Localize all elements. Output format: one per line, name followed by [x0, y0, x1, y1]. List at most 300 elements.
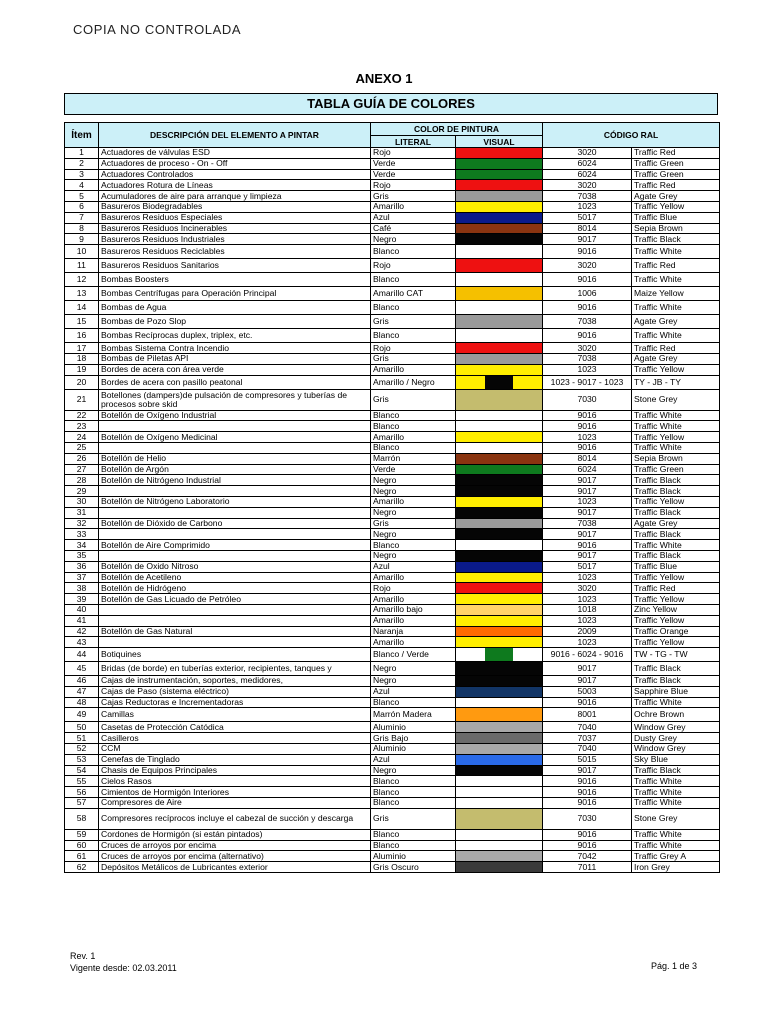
description-cell: Actuadores Controlados — [99, 169, 371, 180]
swatch-band — [485, 376, 514, 389]
ral-code-cell: 1023 — [543, 637, 632, 648]
color-swatch — [456, 421, 542, 431]
item-cell: 58 — [65, 808, 99, 829]
literal-cell: Blanco — [371, 421, 456, 432]
literal-cell: Verde — [371, 169, 456, 180]
item-cell: 18 — [65, 353, 99, 364]
swatch-band — [456, 605, 542, 615]
table-row — [65, 765, 720, 776]
visual-swatch — [456, 583, 543, 594]
ral-name-cell: Dusty Grey — [632, 733, 720, 744]
item-cell: 15 — [65, 315, 99, 329]
visual-swatch — [456, 496, 543, 507]
ral-name-cell: Traffic Blue — [632, 212, 720, 223]
item-cell: 37 — [65, 572, 99, 583]
color-swatch — [456, 616, 542, 626]
visual-swatch — [456, 776, 543, 787]
visual-swatch — [456, 353, 543, 364]
item-cell: 30 — [65, 496, 99, 507]
ral-code-cell: 7040 — [543, 722, 632, 733]
item-cell: 51 — [65, 733, 99, 744]
swatch-band — [456, 454, 542, 464]
visual-swatch — [456, 343, 543, 354]
ral-code-cell: 9017 — [543, 486, 632, 497]
ral-code-cell: 9016 — [543, 697, 632, 708]
swatch-band — [456, 637, 542, 647]
ral-name-cell: Stone Grey — [632, 389, 720, 410]
ral-code-cell: 1023 - 9017 - 1023 — [543, 375, 632, 389]
item-cell: 53 — [65, 754, 99, 765]
item-cell: 41 — [65, 615, 99, 626]
item-cell: 46 — [65, 676, 99, 687]
color-swatch — [456, 798, 542, 808]
visual-swatch — [456, 212, 543, 223]
visual-swatch — [456, 201, 543, 212]
visual-swatch — [456, 722, 543, 733]
description-cell: Bordes de acera con pasillo peatonal — [99, 375, 371, 389]
color-swatch — [456, 551, 542, 561]
swatch-band — [456, 755, 542, 765]
visual-swatch — [456, 540, 543, 551]
item-cell: 21 — [65, 389, 99, 410]
visual-swatch — [456, 572, 543, 583]
ral-name-cell: Traffic Black — [632, 550, 720, 561]
color-guide-table — [64, 122, 720, 873]
color-swatch — [456, 465, 542, 475]
description-cell: Acumuladores de aire para arranque y limpieza — [99, 191, 371, 202]
table-row — [65, 626, 720, 637]
ral-code-cell: 2009 — [543, 626, 632, 637]
ral-name-cell: Sky Blue — [632, 754, 720, 765]
table-row — [65, 594, 720, 605]
header-literal: LITERAL — [371, 136, 456, 148]
table-title: TABLA GUÍA DE COLORES — [64, 93, 718, 115]
color-swatch — [456, 627, 542, 637]
color-swatch — [456, 354, 542, 364]
literal-cell: Blanco — [371, 301, 456, 315]
description-cell: Cruces de arroyos por encima — [99, 840, 371, 851]
ral-name-cell: Maize Yellow — [632, 287, 720, 301]
table-row — [65, 648, 720, 662]
literal-cell: Rojo — [371, 583, 456, 594]
color-swatch — [456, 191, 542, 201]
color-swatch — [456, 508, 542, 518]
table-row — [65, 722, 720, 733]
ral-name-cell: Window Grey — [632, 744, 720, 755]
table-row — [65, 686, 720, 697]
description-cell: Basureros Residuos Reciclables — [99, 245, 371, 259]
item-cell: 14 — [65, 301, 99, 315]
ral-name-cell: Traffic Red — [632, 583, 720, 594]
swatch-band — [456, 315, 542, 328]
ral-name-cell: Traffic White — [632, 301, 720, 315]
color-swatch — [456, 159, 542, 169]
item-cell: 20 — [65, 375, 99, 389]
table-row — [65, 507, 720, 518]
header-visual: VISUAL — [456, 136, 543, 148]
visual-swatch — [456, 234, 543, 245]
ral-code-cell: 9017 — [543, 475, 632, 486]
color-swatch — [456, 234, 542, 244]
ral-name-cell: Traffic Black — [632, 475, 720, 486]
description-cell — [99, 421, 371, 432]
description-cell: Botellón de Argón — [99, 464, 371, 475]
item-cell: 40 — [65, 604, 99, 615]
page-number: Pág. 1 de 3 — [650, 961, 697, 971]
description-cell: Botellón de Gas Licuado de Petróleo — [99, 594, 371, 605]
ral-code-cell: 7038 — [543, 315, 632, 329]
visual-swatch — [456, 507, 543, 518]
table-row — [65, 776, 720, 787]
swatch-band — [456, 776, 542, 786]
ral-code-cell: 9016 — [543, 840, 632, 851]
ral-code-cell: 9016 — [543, 442, 632, 453]
item-cell: 16 — [65, 329, 99, 343]
description-cell — [99, 442, 371, 453]
description-cell: Basureros Residuos Especiales — [99, 212, 371, 223]
color-swatch — [456, 698, 542, 708]
ral-name-cell: TY - JB - TY — [632, 375, 720, 389]
color-swatch — [456, 755, 542, 765]
description-cell: Bombas de Piletas API — [99, 353, 371, 364]
ral-code-cell: 9016 — [543, 421, 632, 432]
ral-name-cell: Sapphire Blue — [632, 686, 720, 697]
ral-code-cell: 6024 — [543, 158, 632, 169]
swatch-band — [456, 273, 542, 286]
literal-cell: Gris — [371, 191, 456, 202]
ral-name-cell: Agate Grey — [632, 191, 720, 202]
item-cell: 27 — [65, 464, 99, 475]
item-cell: 61 — [65, 851, 99, 862]
visual-swatch — [456, 259, 543, 273]
visual-swatch — [456, 550, 543, 561]
swatch-band — [456, 354, 542, 364]
swatch-band — [456, 662, 542, 675]
item-cell: 33 — [65, 529, 99, 540]
ral-name-cell: Sepia Brown — [632, 223, 720, 234]
color-swatch — [456, 776, 542, 786]
visual-swatch — [456, 245, 543, 259]
table-row — [65, 676, 720, 687]
color-swatch — [456, 830, 542, 840]
ral-code-cell: 1023 — [543, 364, 632, 375]
literal-cell: Amarillo — [371, 432, 456, 443]
color-swatch — [456, 637, 542, 647]
swatch-band — [456, 594, 542, 604]
ral-name-cell: Zinc Yellow — [632, 604, 720, 615]
color-swatch — [456, 301, 542, 314]
ral-code-cell: 9016 — [543, 329, 632, 343]
color-swatch — [456, 245, 542, 258]
color-swatch — [456, 475, 542, 485]
swatch-band — [456, 421, 542, 431]
swatch-band — [456, 508, 542, 518]
table-row — [65, 364, 720, 375]
visual-swatch — [456, 273, 543, 287]
description-cell — [99, 637, 371, 648]
ral-name-cell: Traffic White — [632, 840, 720, 851]
item-cell: 59 — [65, 829, 99, 840]
description-cell — [99, 615, 371, 626]
ral-name-cell: Traffic Orange — [632, 626, 720, 637]
item-cell: 9 — [65, 234, 99, 245]
literal-cell: Amarillo — [371, 637, 456, 648]
visual-swatch — [456, 851, 543, 862]
table-row — [65, 637, 720, 648]
ral-name-cell: Traffic Red — [632, 180, 720, 191]
literal-cell: Amarillo — [371, 201, 456, 212]
ral-code-cell: 7042 — [543, 851, 632, 862]
literal-cell: Blanco — [371, 245, 456, 259]
ral-name-cell: Sepia Brown — [632, 453, 720, 464]
color-swatch — [456, 148, 542, 158]
literal-cell: Amarillo — [371, 364, 456, 375]
literal-cell: Amarillo CAT — [371, 287, 456, 301]
table-row — [65, 518, 720, 529]
color-swatch — [456, 443, 542, 453]
ral-code-cell: 7038 — [543, 518, 632, 529]
literal-cell: Blanco — [371, 697, 456, 708]
ral-name-cell: Traffic Yellow — [632, 637, 720, 648]
item-cell: 39 — [65, 594, 99, 605]
ral-code-cell: 1023 — [543, 615, 632, 626]
item-cell: 26 — [65, 453, 99, 464]
description-cell: Compresores de Aire — [99, 798, 371, 809]
table-row — [65, 496, 720, 507]
color-swatch — [456, 594, 542, 604]
table-row — [65, 421, 720, 432]
swatch-band — [456, 830, 542, 840]
ral-name-cell: Traffic White — [632, 410, 720, 421]
ral-name-cell: Traffic White — [632, 421, 720, 432]
table-row — [65, 787, 720, 798]
literal-cell: Azul — [371, 212, 456, 223]
description-cell: Cielos Rasos — [99, 776, 371, 787]
swatch-band — [456, 529, 542, 539]
swatch-band — [456, 862, 542, 872]
description-cell — [99, 529, 371, 540]
ral-code-cell: 7030 — [543, 389, 632, 410]
ral-name-cell: Traffic Yellow — [632, 572, 720, 583]
description-cell: Bridas (de borde) en tuberías exterior, recipientes, tanques y — [99, 662, 371, 676]
swatch-band — [456, 259, 542, 272]
color-swatch — [456, 841, 542, 851]
ral-code-cell: 9016 - 6024 - 9016 — [543, 648, 632, 662]
table-row — [65, 572, 720, 583]
table-row — [65, 808, 720, 829]
color-swatch — [456, 809, 542, 829]
visual-swatch — [456, 191, 543, 202]
visual-swatch — [456, 389, 543, 410]
visual-swatch — [456, 158, 543, 169]
table-row — [65, 148, 720, 159]
ral-name-cell: Traffic White — [632, 787, 720, 798]
description-cell: Bombas Boosters — [99, 273, 371, 287]
literal-cell: Gris — [371, 518, 456, 529]
ral-code-cell: 9017 — [543, 507, 632, 518]
ral-name-cell: Traffic White — [632, 329, 720, 343]
literal-cell: Negro — [371, 529, 456, 540]
ral-name-cell: Traffic Black — [632, 234, 720, 245]
literal-cell: Azul — [371, 561, 456, 572]
swatch-band — [456, 766, 542, 776]
literal-cell: Blanco — [371, 798, 456, 809]
item-cell: 24 — [65, 432, 99, 443]
color-swatch — [456, 862, 542, 872]
item-cell: 4 — [65, 180, 99, 191]
swatch-band — [456, 787, 542, 797]
visual-swatch — [456, 637, 543, 648]
description-cell: Cajas Reductoras e Incrementadoras — [99, 697, 371, 708]
swatch-band — [513, 376, 542, 389]
item-cell: 10 — [65, 245, 99, 259]
item-cell: 19 — [65, 364, 99, 375]
swatch-band — [456, 551, 542, 561]
ral-code-cell: 9016 — [543, 273, 632, 287]
literal-cell: Verde — [371, 464, 456, 475]
ral-code-cell: 8014 — [543, 223, 632, 234]
ral-name-cell: Ochre Brown — [632, 708, 720, 722]
ral-code-cell: 9017 — [543, 662, 632, 676]
table-row — [65, 540, 720, 551]
visual-swatch — [456, 223, 543, 234]
description-cell: Botellón de Aire Comprimido — [99, 540, 371, 551]
item-cell: 1 — [65, 148, 99, 159]
ral-name-cell: Traffic White — [632, 829, 720, 840]
ral-name-cell: Stone Grey — [632, 808, 720, 829]
color-swatch — [456, 851, 542, 861]
swatch-band — [456, 540, 542, 550]
ral-code-cell: 1023 — [543, 201, 632, 212]
header-description: DESCRIPCIÓN DEL ELEMENTO A PINTAR — [99, 123, 371, 148]
header-item: Ítem — [65, 123, 99, 148]
visual-swatch — [456, 432, 543, 443]
table-row — [65, 840, 720, 851]
color-swatch — [456, 687, 542, 697]
swatch-band — [456, 722, 542, 732]
color-swatch — [456, 605, 542, 615]
ral-name-cell: Traffic Yellow — [632, 615, 720, 626]
visual-swatch — [456, 615, 543, 626]
table-row — [65, 486, 720, 497]
footer-revision — [70, 950, 177, 974]
description-cell: Actuadores de proceso - On - Off — [99, 158, 371, 169]
ral-name-cell: Traffic Black — [632, 507, 720, 518]
item-cell: 6 — [65, 201, 99, 212]
description-cell: Bordes de acera con área verde — [99, 364, 371, 375]
visual-swatch — [456, 421, 543, 432]
table-row — [65, 169, 720, 180]
description-cell: Basureros Residuos Sanitarios — [99, 259, 371, 273]
color-swatch — [456, 583, 542, 593]
ral-code-cell: 9017 — [543, 550, 632, 561]
color-swatch — [456, 365, 542, 375]
literal-cell: Gris — [371, 315, 456, 329]
visual-swatch — [456, 686, 543, 697]
item-cell: 44 — [65, 648, 99, 662]
description-cell: Actuadores Rotura de Líneas — [99, 180, 371, 191]
visual-swatch — [456, 442, 543, 453]
valid-since-text: Vigente desde: 02.03.2011 — [70, 963, 177, 973]
ral-name-cell: Traffic Yellow — [632, 364, 720, 375]
visual-swatch — [456, 486, 543, 497]
color-swatch — [456, 722, 542, 732]
swatch-band — [456, 180, 542, 190]
item-cell: 32 — [65, 518, 99, 529]
literal-cell: Gris Bajo — [371, 733, 456, 744]
visual-swatch — [456, 754, 543, 765]
swatch-band — [456, 365, 542, 375]
item-cell: 7 — [65, 212, 99, 223]
ral-code-cell: 1023 — [543, 594, 632, 605]
item-cell: 47 — [65, 686, 99, 697]
ral-code-cell: 5003 — [543, 686, 632, 697]
literal-cell: Blanco — [371, 787, 456, 798]
swatch-band — [456, 616, 542, 626]
swatch-band — [456, 213, 542, 223]
ral-name-cell: Iron Grey — [632, 862, 720, 873]
ral-code-cell: 7038 — [543, 191, 632, 202]
literal-cell: Amarillo / Negro — [371, 375, 456, 389]
ral-name-cell: Traffic Grey A — [632, 851, 720, 862]
table-row — [65, 201, 720, 212]
table-row — [65, 851, 720, 862]
swatch-band — [456, 851, 542, 861]
literal-cell: Amarillo — [371, 496, 456, 507]
table-row — [65, 550, 720, 561]
literal-cell: Blanco — [371, 776, 456, 787]
swatch-band — [456, 159, 542, 169]
description-cell: Botellón de Nitrógeno Laboratorio — [99, 496, 371, 507]
item-cell: 52 — [65, 744, 99, 755]
color-swatch — [456, 562, 542, 572]
literal-cell: Blanco — [371, 329, 456, 343]
swatch-band — [456, 287, 542, 300]
ral-name-cell: Traffic Yellow — [632, 594, 720, 605]
ral-name-cell: Traffic Green — [632, 158, 720, 169]
description-cell: Botellón de Acetileno — [99, 572, 371, 583]
item-cell: 29 — [65, 486, 99, 497]
visual-swatch — [456, 453, 543, 464]
swatch-band — [456, 519, 542, 529]
color-swatch — [456, 343, 542, 353]
literal-cell: Negro — [371, 475, 456, 486]
literal-cell: Marrón Madera — [371, 708, 456, 722]
visual-swatch — [456, 594, 543, 605]
literal-cell: Blanco — [371, 540, 456, 551]
swatch-band — [456, 676, 542, 686]
color-swatch — [456, 259, 542, 272]
item-cell: 23 — [65, 421, 99, 432]
ral-code-cell: 9016 — [543, 829, 632, 840]
literal-cell: Blanco — [371, 840, 456, 851]
literal-cell: Negro — [371, 550, 456, 561]
description-cell: Botellón de Nitrógeno Industrial — [99, 475, 371, 486]
visual-swatch — [456, 697, 543, 708]
item-cell: 42 — [65, 626, 99, 637]
item-cell: 2 — [65, 158, 99, 169]
ral-name-cell: Traffic Black — [632, 662, 720, 676]
ral-name-cell: Traffic White — [632, 540, 720, 551]
description-cell: Compresores recíprocos incluye el cabezal de succión y descarga — [99, 808, 371, 829]
ral-code-cell: 6024 — [543, 464, 632, 475]
ral-name-cell: Traffic White — [632, 442, 720, 453]
item-cell: 28 — [65, 475, 99, 486]
ral-code-cell: 9017 — [543, 765, 632, 776]
visual-swatch — [456, 829, 543, 840]
description-cell: Cajas de instrumentación, soportes, medidores, — [99, 676, 371, 687]
literal-cell: Blanco / Verde — [371, 648, 456, 662]
